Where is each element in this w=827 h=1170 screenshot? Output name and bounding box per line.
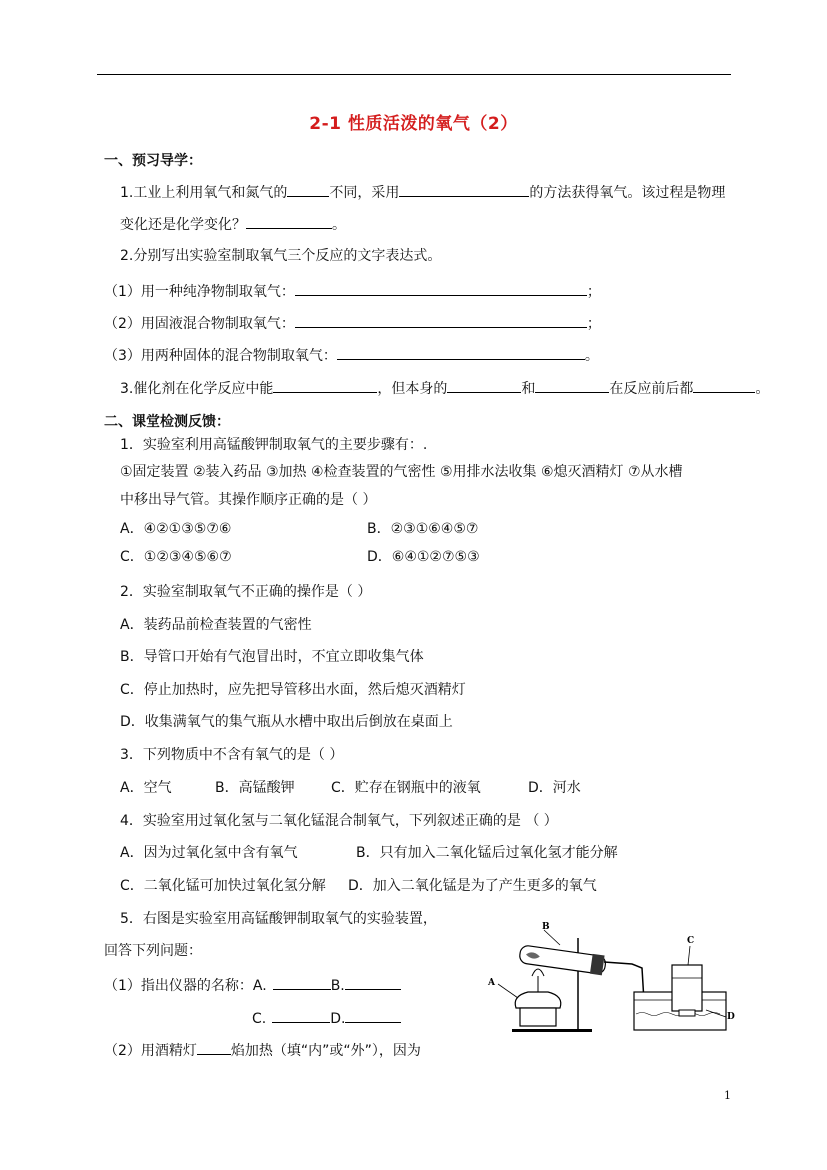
question-text: B. (330, 978, 345, 994)
answer-blank[interactable] (287, 182, 329, 197)
option-A[interactable]: A．因为过氧化氢中含有氧气 (120, 845, 298, 861)
answer-blank[interactable] (345, 1008, 401, 1023)
answer-blank[interactable] (399, 182, 529, 197)
answer-blank[interactable] (197, 1040, 231, 1055)
question-text: 不同，采用 (329, 185, 400, 201)
question-2-item-3 (104, 345, 599, 365)
question-text: ； (586, 284, 601, 300)
option-B[interactable]: B．只有加入二氧化锰后过氧化氢才能分解 (356, 845, 618, 861)
mc-question-1-cont: 中移出导气管。其操作顺序正确的是（ ） (120, 492, 377, 508)
question-text: ，但本身的 (377, 381, 448, 397)
question-5-prompt: 回答下列问题： (104, 943, 202, 959)
page-title: 2-1 性质活泼的氧气（2） (309, 114, 518, 134)
option-D[interactable]: D．⑥④①②⑦⑤③ (367, 549, 480, 565)
question-text: （3）用两种固体的混合物制取氧气： (104, 348, 337, 364)
question-text: 3.催化剂在化学反应中能 (120, 381, 274, 397)
question-text: （1）指出仪器的名称：A. (104, 978, 267, 994)
question-text: 变化还是化学变化？ (120, 217, 246, 233)
option-A[interactable]: A．④②①③⑤⑦⑥ (120, 521, 232, 537)
question-5-part-2 (104, 1040, 421, 1060)
question-5-part-1-cont (252, 1008, 401, 1028)
mc-question-1-steps: ①固定装置 ②装入药品 ③加热 ④检查装置的气密性 ⑤用排水法收集 ⑥熄灭酒精灯 ⑦从水槽 (120, 464, 683, 480)
answer-blank[interactable] (345, 975, 401, 990)
question-5-part-1 (104, 975, 401, 995)
question-text: 在反应前后都 (609, 381, 694, 397)
question-text: 和 (521, 381, 536, 397)
answer-blank[interactable] (273, 975, 331, 990)
answer-blank[interactable] (272, 1008, 330, 1023)
apparatus-diagram (482, 918, 742, 1036)
question-text: （1）用一种纯净物制取氧气： (104, 284, 295, 300)
option-B[interactable]: B．导管口开始有气泡冒出时，不宜立即收集气体 (120, 649, 424, 665)
question-5: 5．右图是实验室用高锰酸钾制取氧气的实验装置， (120, 911, 437, 927)
question-text: 。 (584, 348, 599, 364)
option-D[interactable]: D．河水 (528, 780, 581, 796)
answer-blank[interactable] (295, 313, 587, 328)
option-D[interactable]: D．加入二氧化锰是为了产生更多的氧气 (348, 878, 597, 894)
question-text: 1.工业上利用氧气和氮气的 (120, 185, 288, 201)
section-2-heading: 二、课堂检测反馈： (104, 414, 230, 430)
question-text: 。 (332, 217, 346, 233)
question-text: 的方法获得氧气。该过程是物理 (529, 185, 726, 201)
question-2-item-1 (104, 281, 601, 301)
option-A[interactable]: A．装药品前检查装置的气密性 (120, 617, 312, 633)
option-C[interactable]: C．二氧化锰可加快过氧化氢分解 (120, 878, 326, 894)
mc-question-3: 3．下列物质中不含有氧气的是（ ） (120, 747, 344, 763)
answer-blank[interactable] (693, 378, 755, 393)
answer-blank[interactable] (337, 345, 585, 360)
question-text: （2）用固液混合物制取氧气： (104, 316, 295, 332)
question-2: 2.分别写出实验室制取氧气三个反应的文字表达式。 (120, 248, 442, 264)
question-text: 。 (755, 381, 770, 397)
header-rule (97, 74, 731, 75)
answer-blank[interactable] (447, 378, 521, 393)
label-c: C (687, 936, 695, 946)
option-C[interactable]: C．停止加热时，应先把导管移出水面，然后熄灭酒精灯 (120, 682, 466, 698)
mc-question-2: 2．实验室制取氧气不正确的操作是（ ） (120, 584, 372, 600)
option-C[interactable]: C．贮存在钢瓶中的液氧 (331, 780, 481, 796)
question-1-line-2 (120, 214, 346, 234)
section-1-heading: 一、预习导学： (104, 153, 202, 169)
mc-question-1: 1．实验室利用高锰酸钾制取氧气的主要步骤有：. (120, 437, 428, 453)
label-d: D (727, 1012, 735, 1022)
question-text: 焰加热（填“内”或“外”），因为 (230, 1043, 421, 1059)
option-C[interactable]: C．①②③④⑤⑥⑦ (120, 549, 232, 565)
question-text: C. (252, 1011, 267, 1027)
question-text: ； (586, 316, 601, 332)
label-a: A (488, 978, 495, 988)
label-b: B (542, 922, 550, 932)
option-B[interactable]: B．高锰酸钾 (215, 780, 295, 796)
question-2-item-2 (104, 313, 601, 333)
answer-blank[interactable] (273, 378, 377, 393)
mc-question-4: 4．实验室用过氧化氢与二氧化锰混合制氧气，下列叙述正确的是 （ ） (120, 813, 558, 829)
question-text: （2）用酒精灯 (104, 1043, 197, 1059)
option-D[interactable]: D．收集满氧气的集气瓶从水槽中取出后倒放在桌面上 (120, 714, 453, 730)
answer-blank[interactable] (295, 281, 587, 296)
answer-blank[interactable] (246, 214, 332, 229)
question-3 (120, 378, 769, 398)
answer-blank[interactable] (535, 378, 609, 393)
question-text: D. (330, 1011, 346, 1027)
page-number: 1 (724, 1089, 731, 1102)
question-1-line-1 (120, 182, 725, 202)
option-B[interactable]: B．②③①⑥④⑤⑦ (367, 521, 479, 537)
option-A[interactable]: A．空气 (120, 780, 172, 796)
